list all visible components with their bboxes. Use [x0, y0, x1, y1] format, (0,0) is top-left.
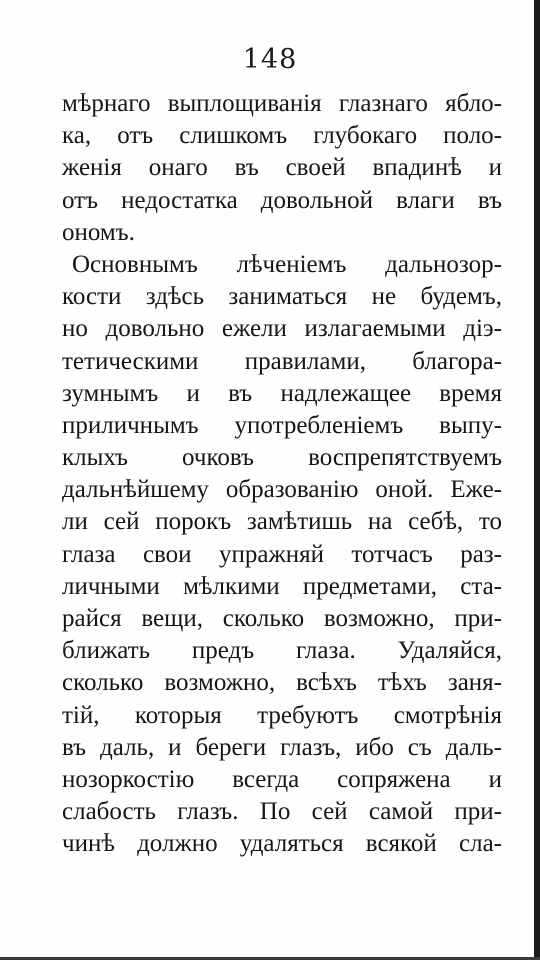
text-line: Основнымъ лѣченіемъ дальнозор-	[72, 250, 502, 278]
page-right-edge	[534, 0, 540, 960]
text-line: личными мѣлкими предметами, ста-	[62, 572, 502, 600]
text-line: слабость глазъ. По сей самой при-	[62, 798, 502, 826]
text-line: зумнымъ и въ надлежащее время	[62, 379, 502, 407]
text-line: сколько возможно, всѣхъ тѣхъ заня-	[62, 669, 502, 697]
text-line: нозоркостію всегда сопряжена и	[62, 765, 502, 793]
body-text	[62, 88, 502, 861]
text-line: но довольно ежели излагаемыми діэ-	[62, 315, 502, 343]
text-line: клыхъ очковъ воспрепятствуемъ	[62, 444, 502, 472]
text-line: глаза свои упражняй тотчасъ раз-	[62, 540, 502, 568]
text-line: мѣрнаго выплощиванія глазнаго ябло-	[62, 90, 502, 117]
text-line: райся вещи, сколько возможно, при-	[62, 605, 502, 632]
page-number: 148	[242, 44, 298, 75]
text-line: женія онаго въ своей впадинѣ и	[62, 154, 502, 182]
text-line: чинѣ должно удаляться всякой сла-	[62, 830, 502, 858]
text-line: тетическими правилами, благора-	[62, 347, 502, 375]
text-line: ли сей порокъ замѣтишь на себѣ, то	[62, 508, 502, 536]
text-line: ка, отъ слишкомъ глубокаго поло-	[62, 122, 502, 150]
text-line: ономъ.	[62, 218, 135, 246]
text-line: въ даль, и береги глазъ, ибо съ даль-	[62, 733, 502, 761]
text-line: дальнѣйшему образованію оной. Еже-	[62, 476, 502, 504]
text-line: приличнымъ употребленіемъ выпу-	[62, 411, 502, 439]
text-line: кости здѣсь заниматься не будемъ,	[62, 283, 502, 311]
text-line: отъ недостатка довольной влаги въ	[62, 186, 502, 214]
text-line: тій, которыя требуютъ смотрѣнія	[62, 701, 502, 729]
text-line: ближать предъ глаза. Удаляйся,	[62, 637, 502, 665]
